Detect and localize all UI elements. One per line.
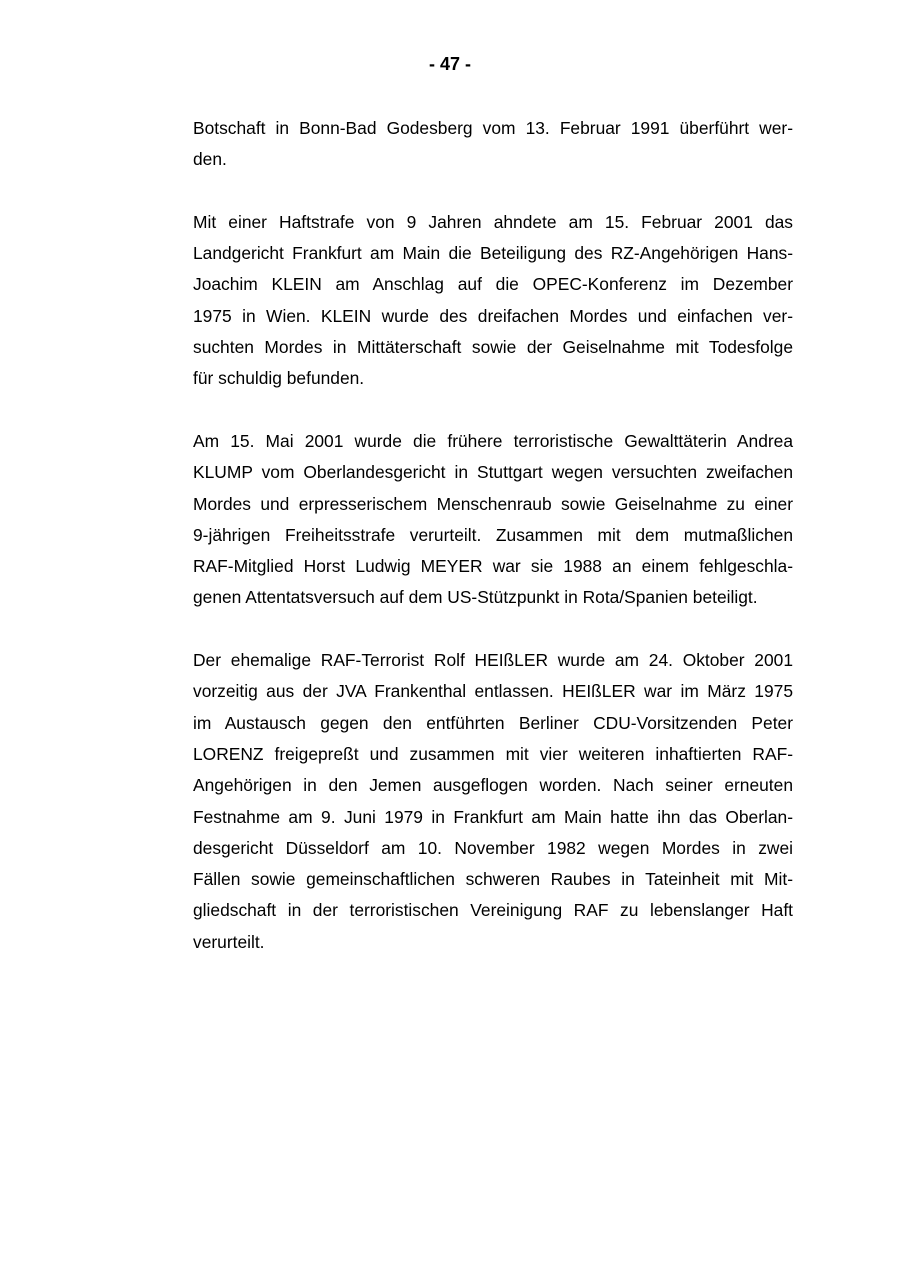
text-line: Angehörigen in den Jemen ausgeflogen worden. Nach seiner erneuten <box>193 775 793 796</box>
text-line: Am 15. Mai 2001 wurde die frühere terroristische Gewalttäterin Andrea <box>193 430 793 451</box>
text-line: vorzeitig aus der JVA Frankenthal entlassen. HEIßLER war im März 1975 <box>193 681 793 702</box>
text-line: LORENZ freigepreßt und zusammen mit vier weiteren inhaftierten RAF- <box>193 743 793 764</box>
text-line: 9-jährigen Freiheitsstrafe verurteilt. Zusammen mit dem mutmaßlichen <box>193 524 793 545</box>
text-line: genen Attentatsversuch auf dem US-Stützpunkt in Rota/Spanien beteiligt. <box>193 587 758 608</box>
text-line: für schuldig befunden. <box>193 368 365 389</box>
paragraph <box>193 645 793 958</box>
body-text <box>193 113 793 958</box>
paragraph-spacer <box>193 176 793 207</box>
text-line: 1975 in Wien. KLEIN wurde des dreifachen Mordes und einfachen ver- <box>193 305 793 326</box>
text-line: den. <box>193 149 227 170</box>
paragraph-spacer <box>193 395 793 426</box>
paragraph <box>193 426 793 614</box>
paragraph-spacer <box>193 614 793 645</box>
page-number: - 47 - <box>428 54 471 74</box>
paragraph <box>193 113 793 176</box>
text-line: RAF-Mitglied Horst Ludwig MEYER war sie 1988 an einem fehlgeschla- <box>193 556 793 577</box>
text-line: Mordes und erpresserischem Menschenraub sowie Geiselnahme zu einer <box>193 493 793 514</box>
text-line: gliedschaft in der terroristischen Vereinigung RAF zu lebenslanger Haft <box>193 900 793 921</box>
text-line: Landgericht Frankfurt am Main die Beteiligung des RZ-Angehörigen Hans- <box>193 243 793 264</box>
text-line: Fällen sowie gemeinschaftlichen schweren Raubes in Tateinheit mit Mit- <box>193 869 793 890</box>
text-line: verurteilt. <box>193 931 265 952</box>
text-line: Joachim KLEIN am Anschlag auf die OPEC-Konferenz im Dezember <box>193 274 793 295</box>
text-line: im Austausch gegen den entführten Berliner CDU-Vorsitzenden Peter <box>193 712 793 733</box>
text-line: desgericht Düsseldorf am 10. November 1982 wegen Mordes in zwei <box>193 837 793 858</box>
paragraph <box>193 207 793 395</box>
text-line: Festnahme am 9. Juni 1979 in Frankfurt am Main hatte ihn das Oberlan- <box>193 806 793 827</box>
text-line: Mit einer Haftstrafe von 9 Jahren ahndete am 15. Februar 2001 das <box>193 211 793 232</box>
text-line: Der ehemalige RAF-Terrorist Rolf HEIßLER wurde am 24. Oktober 2001 <box>193 650 793 671</box>
text-line: suchten Mordes in Mittäterschaft sowie der Geiselnahme mit Todesfolge <box>193 337 793 358</box>
text-line: KLUMP vom Oberlandesgericht in Stuttgart wegen versuchten zweifachen <box>193 462 793 483</box>
text-line: Botschaft in Bonn-Bad Godesberg vom 13. Februar 1991 überführt wer- <box>193 118 793 138</box>
